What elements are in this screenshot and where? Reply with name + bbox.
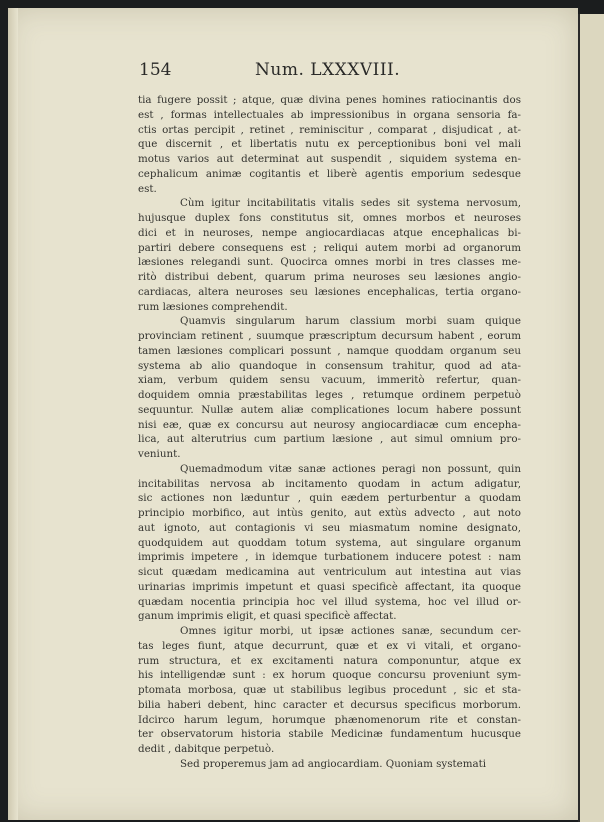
text-line: xiam, verbum quidem sensu vacuum, immeritò refertur, quan-: [138, 374, 521, 387]
text-line: sic actiones non læduntur , quin eædem perturbentur a quodam: [138, 492, 521, 505]
text-line: ter observatorum historia stabile Medicinæ fundamentum hucusque: [138, 728, 521, 741]
text-line: tamen læsiones complicari possunt , namque quoddam organum seu: [138, 344, 521, 357]
text-line: Idcirco harum legum, horumque phænomenorum rite et constan-: [138, 713, 521, 726]
text-line: rum structura, et ex excitamenti natura componuntur, atque ex: [138, 654, 521, 667]
text-line: sicut quædam medicamina aut ventriculum aut intestina aut vias: [138, 566, 521, 578]
page-number: 154: [139, 60, 172, 80]
text-line: que discernit , et libertatis nutu ex perceptionibus boni vel mali: [138, 138, 521, 151]
text-line: incitabilitas nervosa ab incitamento quodam in actum adigatur,: [138, 477, 521, 490]
facing-page-edge: [578, 14, 604, 822]
text-line: imprimis impetere , in idemque turbationem inducere potest : nam: [138, 551, 521, 564]
text-line: Omnes igitur morbi, ut ipsæ actiones sanæ, secundum cer-: [180, 625, 521, 637]
page-gutter: [8, 8, 18, 820]
text-line: bilia haberi debent, hinc caracter et decursus specificus morborum.: [138, 698, 521, 711]
page-header: [133, 60, 553, 84]
text-line: quodquidem aut quoddam totum systema, aut singulare organum: [138, 536, 521, 549]
text-line: principio morbifico, aut intùs genito, aut extùs advecto , aut noto: [138, 507, 521, 519]
text-line: sequuntur. Nullæ autem aliæ complicationes locum habere possunt: [138, 403, 521, 416]
text-line: est.: [138, 182, 157, 195]
text-line: doquidem omnia præstabilitas leges , retumque ordinem perpetuò: [138, 389, 521, 401]
text-line: Cùm igitur incitabilitatis vitalis sedes sit systema nervosum,: [180, 197, 521, 210]
text-line: quædam nocentia principia hoc vel illud systema, hoc vel illud or-: [138, 595, 521, 608]
text-line: aut ignoto, aut contagionis vi seu miasmatum nomine designato,: [138, 521, 521, 534]
text-line: veniunt.: [138, 448, 181, 460]
text-line: dici et in neuroses, nempe angiocardiacas atque encephalicas bi-: [138, 226, 521, 239]
text-line: cardiacas, altera neuroses seu læsiones encephalicas, tertia organo-: [138, 285, 521, 298]
text-line: ctis ortas percipit , retinet , reminiscitur , comparat , disjudicat , at-: [138, 123, 521, 136]
text-line: ganum imprimis eligit, et quasi specificè affectat.: [138, 610, 397, 623]
text-line: Quemadmodum vitæ sanæ actiones peragi non possunt, quin: [180, 462, 521, 475]
text-line: his intelligendæ sunt : ex horum quoque concursu proveniunt sym-: [138, 669, 521, 682]
text-line: lica, aut alterutrius cum partium læsione , aut simul omnium pro-: [138, 433, 521, 446]
text-line: provinciam retinent , suumque præscriptum decursum habent , eorum: [138, 330, 521, 342]
text-line: nisi eæ, quæ ex concursu aut neurosy angiocardiacæ cum encepha-: [138, 418, 521, 431]
text-line: ptomata morbosa, quæ ut stabilibus legibus procedunt , sic et sta-: [138, 684, 521, 696]
text-line: est , formas intellectuales ab impressionibus in organa sensoria fa-: [138, 108, 521, 121]
text-line: systema ab alio quandoque in consensum trahitur, quod ad ata-: [138, 359, 521, 372]
body-text: [138, 93, 521, 772]
text-line: partiri debere consequens est ; reliqui autem morbi ad organorum: [138, 241, 521, 254]
text-line: læsiones relegandi sunt. Quocirca omnes morbi in tres classes me-: [138, 256, 521, 269]
text-line: urinarias imprimis impetunt et quasi specificè affectant, ita quoque: [138, 580, 521, 593]
text-line: Quamvis singularum harum classium morbi suam quique: [180, 315, 521, 328]
text-line: cephalicum animæ cogitantis et liberè agentis emporium sedesque: [138, 167, 521, 180]
text-line: Sed properemus jam ad angiocardiam. Quoniam systemati: [180, 757, 487, 770]
text-line: motus varios aut determinat aut suspendit , siquidem systema en-: [138, 153, 521, 165]
text-line: tia fugere possit ; atque, quæ divina penes homines ratiocinantis dos: [138, 94, 521, 106]
text-line: rum læsiones comprehendit.: [138, 300, 288, 313]
text-line: dedit , dabitque perpetuò.: [138, 743, 275, 755]
running-head: Num. LXXXVIII.: [255, 60, 401, 80]
text-line: hujusque duplex fons constitutus sit, omnes morbos et neuroses: [138, 212, 521, 224]
text-line: ritò distribui debent, quarum prima neuroses seu læsiones angio-: [138, 271, 521, 283]
text-line: tas leges fiunt, atque decurrunt, quæ et ex vi vitali, et organo-: [138, 639, 521, 652]
